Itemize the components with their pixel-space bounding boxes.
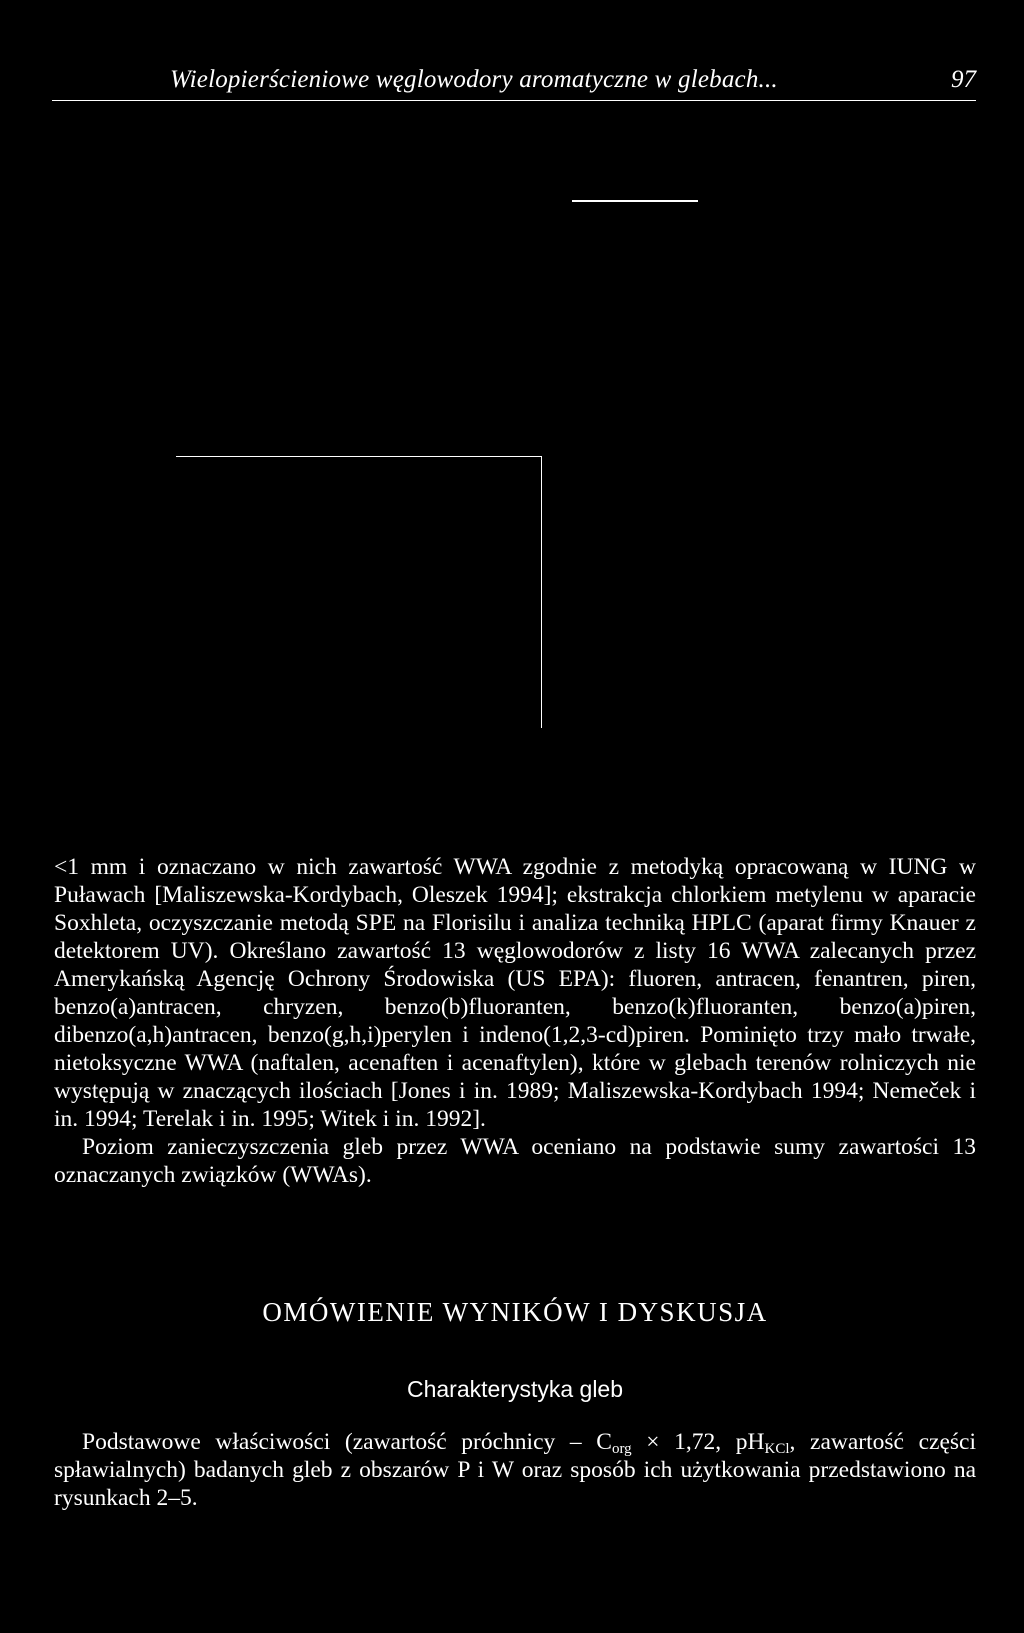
running-header (52, 62, 976, 101)
text-segment: Podstawowe właściwości (zawartość próchnicy – C (82, 1429, 612, 1455)
text-segment: × 1,72, pH (631, 1429, 765, 1455)
subsection-heading: Charakterystyka gleb (406, 1376, 624, 1402)
running-header-title: Wielopierścieniowe węglowodory aromatyczne w glebach... (170, 66, 778, 93)
scan-artifact-line-top (572, 200, 698, 202)
scan-artifact-line-vertical (541, 456, 542, 728)
text-segment: , zawartość części spławialnych) badanych gleb z obszarów P i W oraz sposób ich użytkowania przedstawiono na rysunkach 2–5. (54, 1429, 976, 1511)
section-heading: OMÓWIENIE WYNIKÓW I DYSKUSJA (262, 1297, 768, 1327)
scan-artifact-line-horizontal (176, 456, 542, 457)
subscript-org: org (611, 1441, 632, 1457)
paragraph-methods: <1 mm i oznaczano w nich zawartość WWA zgodnie z metodyką opracowaną w IUNG w Puławach [Maliszewska-Kordybach, Oleszek 1994]; ekstrakcja chlorkiem metylenu w aparacie Soxhleta, oczyszczanie metodą SPE na Florisilu i analiza techniką HPLC (aparat firmy Knauer z detektorem UV). Określano zawartość 13 węglowodorów z listy 16 WWA zalecanych przez Amerykańską Agencję Ochrony Środowiska (US EPA): fluoren, antracen, fenantren, piren, benzo(a)antracen, chryzen, benzo(b)fluoranten, benzo(k)fluoranten, benzo(a)piren, dibenzo(a,h)antracen, benzo(g,h,i)perylen i indeno(1,2,3-cd)piren. Pominięto trzy mało trwałe, nietoksyczne WWA (naftalen, acenaften i acenaftylen), które w glebach terenów rolniczych nie występują w znaczących ilościach [Jones i in. 1989; Maliszewska-Kordybach 1994; Nemeček i in. 1994; Terelak i in. 1995; Witek i in. 1992]. (54, 854, 976, 1132)
page-number: 97 (951, 66, 976, 93)
paragraph-assessment: Poziom zanieczyszczenia gleb przez WWA oceniano na podstawie sumy zawartości 13 oznaczanych związków (WWAs). (54, 1134, 976, 1188)
body-text (54, 853, 976, 1189)
paragraph-soil-properties (54, 1428, 976, 1512)
subscript-kcl: KCl (764, 1441, 790, 1457)
